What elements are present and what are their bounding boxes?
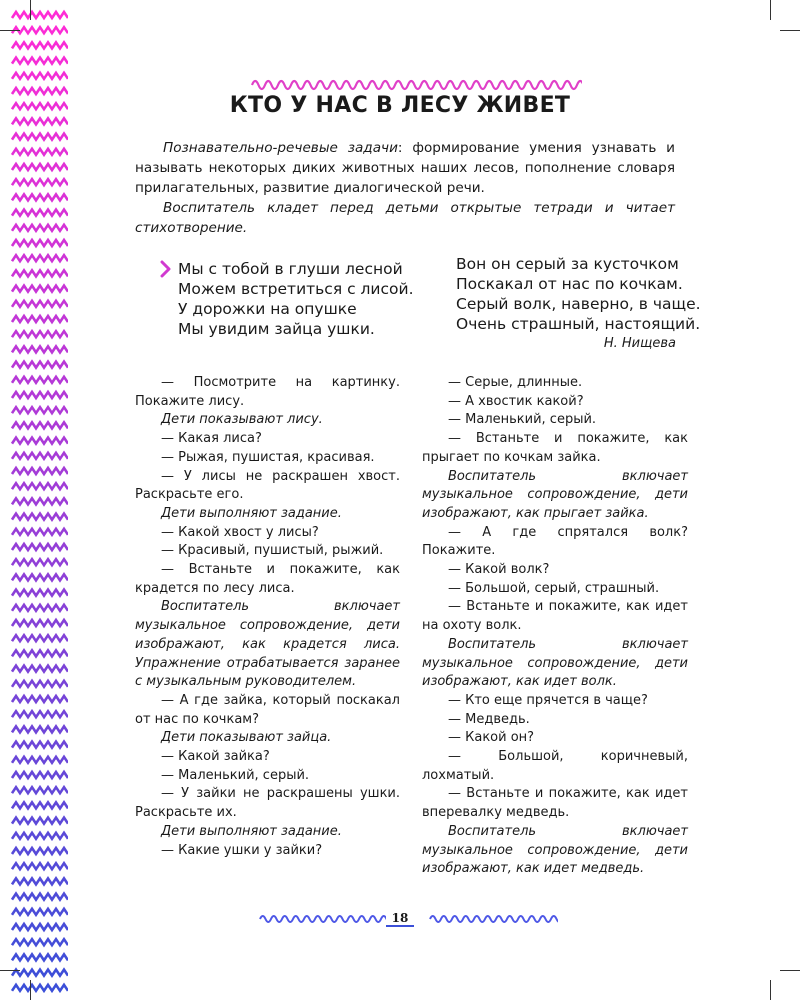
dialogue-line: — Какая лиса? xyxy=(161,431,262,447)
dialogue-line: — Встаньте и покажите, как идет на охоту волк. xyxy=(422,599,688,634)
intro-section xyxy=(135,138,675,238)
dialogue-line: — Какие ушки у зайки? xyxy=(161,842,323,858)
dialogue-line: — Кто еще прячется в чаще? xyxy=(448,692,648,708)
stage-direction: Дети показывают зайца. xyxy=(161,730,332,746)
crop-mark xyxy=(780,30,800,31)
page-number-text: 18 xyxy=(386,911,415,927)
poem-line: Серый волк, наверно, в чаще. xyxy=(456,295,701,313)
poem-line: Мы увидим зайца ушки. xyxy=(178,320,375,338)
poem-line: Очень страшный, настоящий. xyxy=(456,315,701,333)
stage-direction: Воспитатель включает музыкальное сопровождение, дети изображают, как идет медведь. xyxy=(422,823,688,877)
stage-direction: Воспитатель включает музыкальное сопровождение, дети изображают, как прыгает зайка. xyxy=(422,468,688,521)
dialogue-line: — Встаньте и покажите, как крадется по лесу лиса. xyxy=(135,562,400,596)
page-number xyxy=(0,911,800,925)
dialogue-line: — Серые, длинные. xyxy=(448,375,583,390)
dialogue-line: — Посмотрите на картинку. Покажите лису. xyxy=(135,375,400,409)
dialogue-line: — Какой зайка? xyxy=(161,749,270,765)
dialogue-line: — Большой, коричневый, лохматый. xyxy=(422,749,688,783)
crop-mark xyxy=(30,0,31,20)
dialogue-column-right xyxy=(422,374,688,879)
stage-direction: Воспитатель включает музыкальное сопровождение, дети изображают, как идет волк. xyxy=(422,636,688,690)
poem-author: Н. Нищева xyxy=(603,336,676,351)
stage-direction: Дети выполняют задание. xyxy=(161,505,342,521)
dialogue-line: — У лисы не раскрашен хвост. Раскрасьте его. xyxy=(135,468,400,503)
chevron-right-icon xyxy=(160,260,172,278)
dialogue-line: — У зайки не раскрашены ушки. Раскрасьте их. xyxy=(135,786,400,821)
dialogue-line: — Какой волк? xyxy=(448,562,550,578)
dialogue-line: — Маленький, серый. xyxy=(448,412,597,428)
crop-mark xyxy=(770,0,771,20)
tasks-paragraph xyxy=(135,138,675,198)
page-title: КТО У НАС В ЛЕСУ ЖИВЕТ xyxy=(229,93,571,118)
poem-line: У дорожки на опушке xyxy=(178,300,357,318)
crop-mark xyxy=(770,980,771,1000)
poem-line: Поскакал от нас по кочкам. xyxy=(456,275,683,293)
dialogue-line: — Какой хвост у лисы? xyxy=(161,524,319,540)
dialogue-line: — Встаньте и покажите, как прыгает по кочкам зайка. xyxy=(422,431,688,465)
tasks-label: Познавательно-речевые задачи xyxy=(163,140,398,156)
dialogue-column-left xyxy=(135,374,400,860)
dialogue-line: — А где спрятался волк? Покажите. xyxy=(422,524,688,559)
crop-mark xyxy=(780,970,800,971)
dialogue-line: — Большой, серый, страшный. xyxy=(448,580,660,596)
stage-direction: Воспитатель включает музыкальное сопровождение, дети изображают, как крадется лиса. Упражнение отрабатывается заранее с музыкальным руководителем. xyxy=(135,599,400,690)
stage-direction: Дети выполняют задание. xyxy=(161,823,342,839)
decorative-zigzag-strip xyxy=(8,6,68,1000)
stage-direction: Дети показывают лису. xyxy=(161,412,323,428)
dialogue-line: — Красивый, пушистый, рыжий. xyxy=(161,543,384,559)
crop-mark xyxy=(0,30,20,31)
poem-line: Вон он серый за кусточком xyxy=(456,255,679,273)
poem-stanza-right xyxy=(456,254,701,334)
dialogue-line: — А хвостик какой? xyxy=(448,393,584,409)
poem-line: Можем встретиться с лисой. xyxy=(178,280,414,298)
poem-line: Мы с тобой в глуши лесной xyxy=(178,260,403,278)
crop-mark xyxy=(0,970,20,971)
dialogue-line: — Какой он? xyxy=(448,730,535,746)
dialogue-line: — А где зайка, который поскакал от нас по кочкам? xyxy=(135,692,400,727)
poem-stanza-left xyxy=(178,259,414,339)
dialogue-line: — Рыжая, пушистая, красивая. xyxy=(161,449,375,465)
crop-mark xyxy=(30,980,31,1000)
teacher-instruction: Воспитатель кладет перед детьми открытые тетради и читает стихотворение. xyxy=(135,200,675,236)
dialogue-line: — Маленький, серый. xyxy=(161,767,310,783)
tasks-text: : формирование умения узнавать и называть некоторых диких животных наших лесов, пополнение словаря прилагательных, развитие диалогической речи. xyxy=(135,140,675,196)
dialogue-line: — Медведь. xyxy=(448,711,530,727)
dialogue-line: — Встаньте и покажите, как идет вперевалку медведь. xyxy=(422,786,688,821)
